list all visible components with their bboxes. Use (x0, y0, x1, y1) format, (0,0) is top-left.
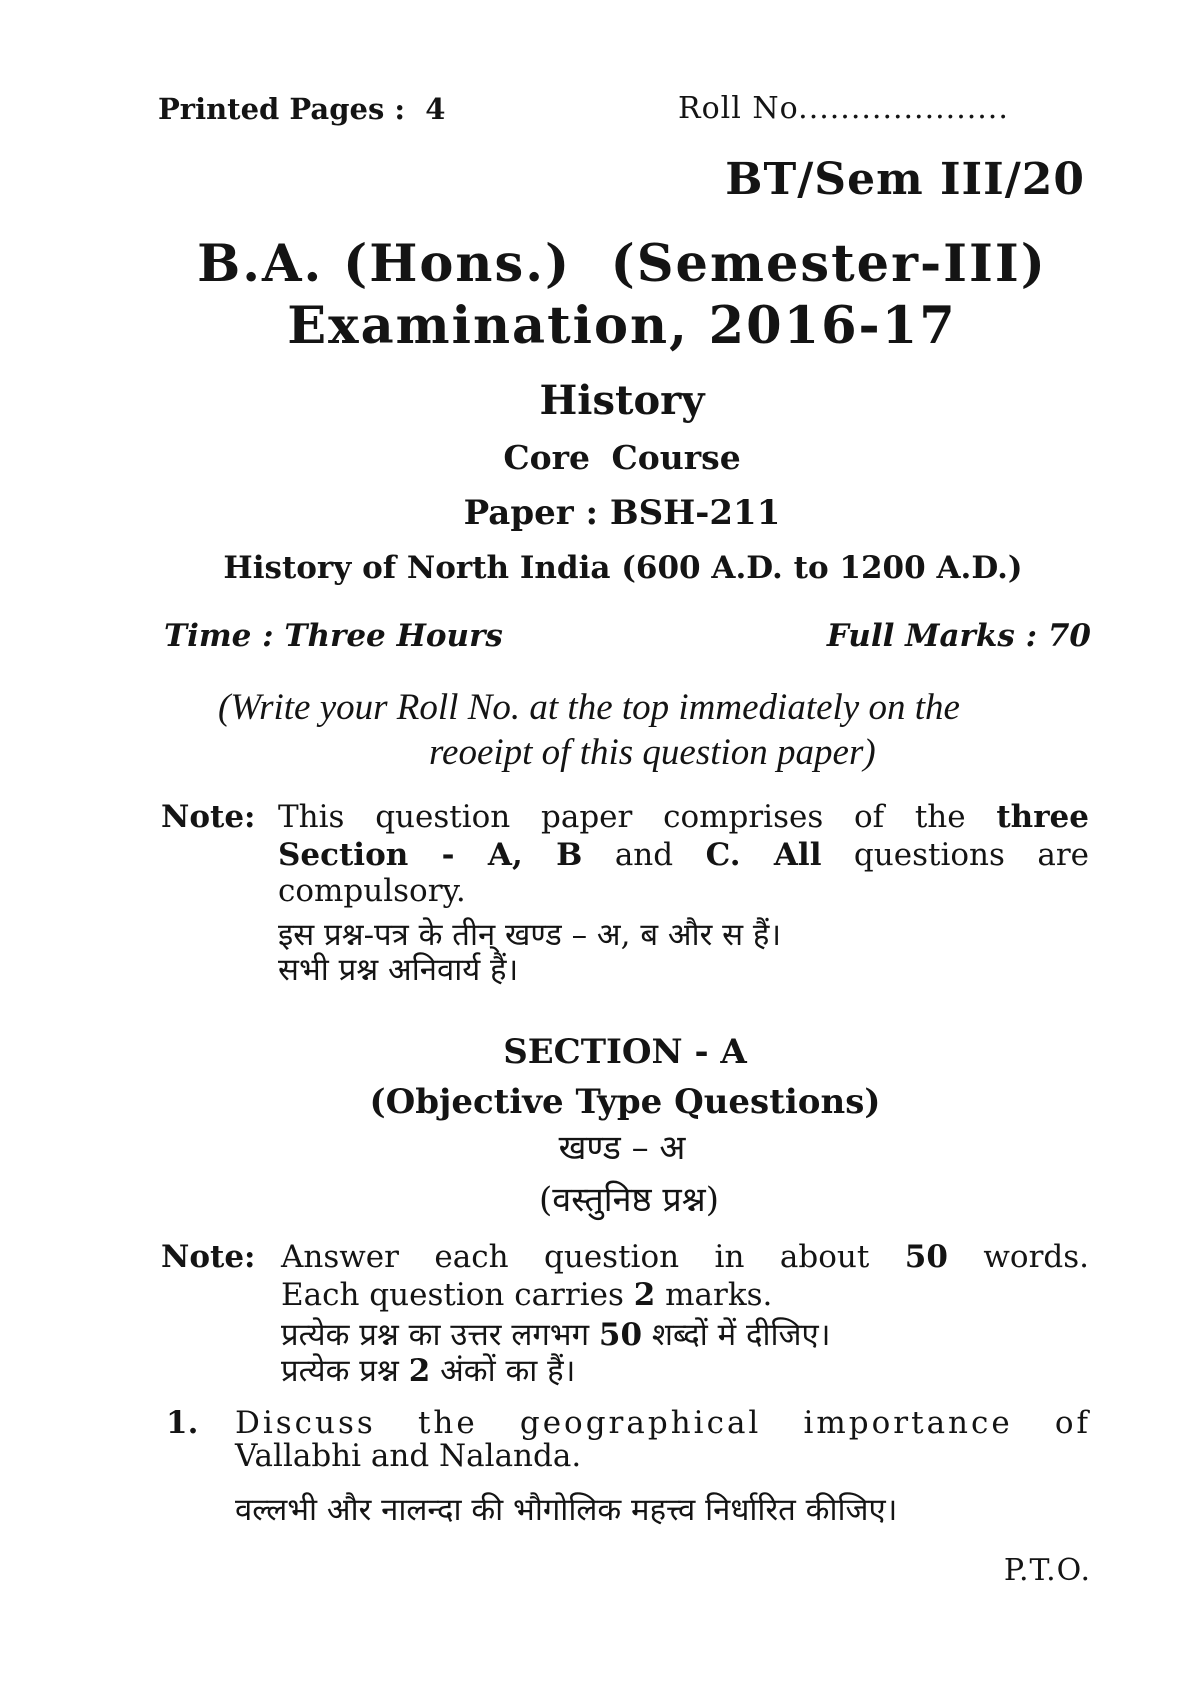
note-text: शब्दों में दीजिए। (642, 1317, 831, 1353)
course-type: Core Course (503, 438, 741, 477)
note-emphasis: three (996, 799, 1089, 835)
section-note-line1 (281, 1239, 1089, 1276)
note-text: प्रत्येक प्रश्न (281, 1353, 409, 1389)
note-text: words. (947, 1239, 1089, 1275)
exam-duration: Time : Three Hours (164, 618, 503, 654)
instruction-line2: reoeipt of this question paper) (429, 732, 876, 773)
subject-name: History (539, 377, 705, 424)
section-note-label: Note: (161, 1239, 256, 1275)
note-text: प्रत्येक प्रश्न का उत्तर लगभग (281, 1317, 599, 1353)
section-note-line2 (281, 1277, 772, 1314)
note-text: and (582, 837, 706, 873)
note-text: questions are (821, 837, 1089, 873)
note-text: अंकों का हैं। (430, 1353, 576, 1389)
note-text: Answer each question in about (281, 1239, 905, 1275)
instruction-line1: (Write your Roll No. at the top immediately on the (218, 687, 960, 728)
note-emphasis: 2 (633, 1277, 656, 1313)
question-text-line2: Vallabhi and Nalanda. (235, 1438, 582, 1474)
note-emphasis: C. All (705, 837, 822, 873)
note-text: marks. (655, 1277, 773, 1313)
full-marks: Full Marks : 70 (826, 618, 1091, 654)
general-note-line1 (278, 799, 1089, 836)
general-note-line3: compulsory. (278, 873, 466, 909)
note-emphasis: Section - A, B (278, 837, 583, 873)
general-note-hindi-line2: सभी प्रश्न अनिवार्य हैं। (278, 952, 519, 988)
question-number: 1. (166, 1405, 199, 1441)
paper-number: Paper : BSH-211 (463, 493, 781, 533)
note-text: This question paper comprises of the (278, 799, 997, 835)
question-text-line1: Discuss the geographical importance of (235, 1405, 1091, 1441)
general-note-label: Note: (161, 799, 256, 835)
section-heading: SECTION - A (503, 1032, 747, 1072)
note-text: Each question carries (281, 1277, 634, 1313)
printed-pages: Printed Pages : 4 (158, 92, 446, 126)
exam-title-line1: B.A. (Hons.) (Semester-III) (197, 234, 1047, 294)
section-note-hindi-line2 (281, 1353, 575, 1390)
note-emphasis: 50 (598, 1317, 643, 1353)
section-subheading: (Objective Type Questions) (369, 1082, 881, 1122)
general-note-line2 (278, 837, 1089, 874)
section-note-hindi-line1 (281, 1317, 830, 1354)
note-emphasis: 50 (904, 1239, 948, 1275)
question-text-hindi: वल्लभी और नालन्दा की भौगोलिक महत्त्व निर्धारित कीजिए। (235, 1492, 898, 1528)
roll-number-field: Roll No.................... (678, 91, 1009, 126)
general-note-hindi-line1: इस प्रश्न-पत्र के तीन् खण्ड – अ, ब और स हैं। (278, 917, 782, 953)
section-heading-hindi: खण्ड – अ (558, 1128, 686, 1168)
paper-title: History of North India (600 A.D. to 1200 A.D.) (223, 550, 1023, 586)
please-turn-over: P.T.O. (1003, 1553, 1091, 1588)
paper-code: BT/Sem III/20 (725, 154, 1085, 205)
exam-title-line2: Examination, 2016-17 (287, 296, 957, 356)
section-subheading-hindi: (वस्तुनिष्ठ प्रश्न) (539, 1180, 719, 1220)
note-emphasis: 2 (408, 1353, 431, 1389)
